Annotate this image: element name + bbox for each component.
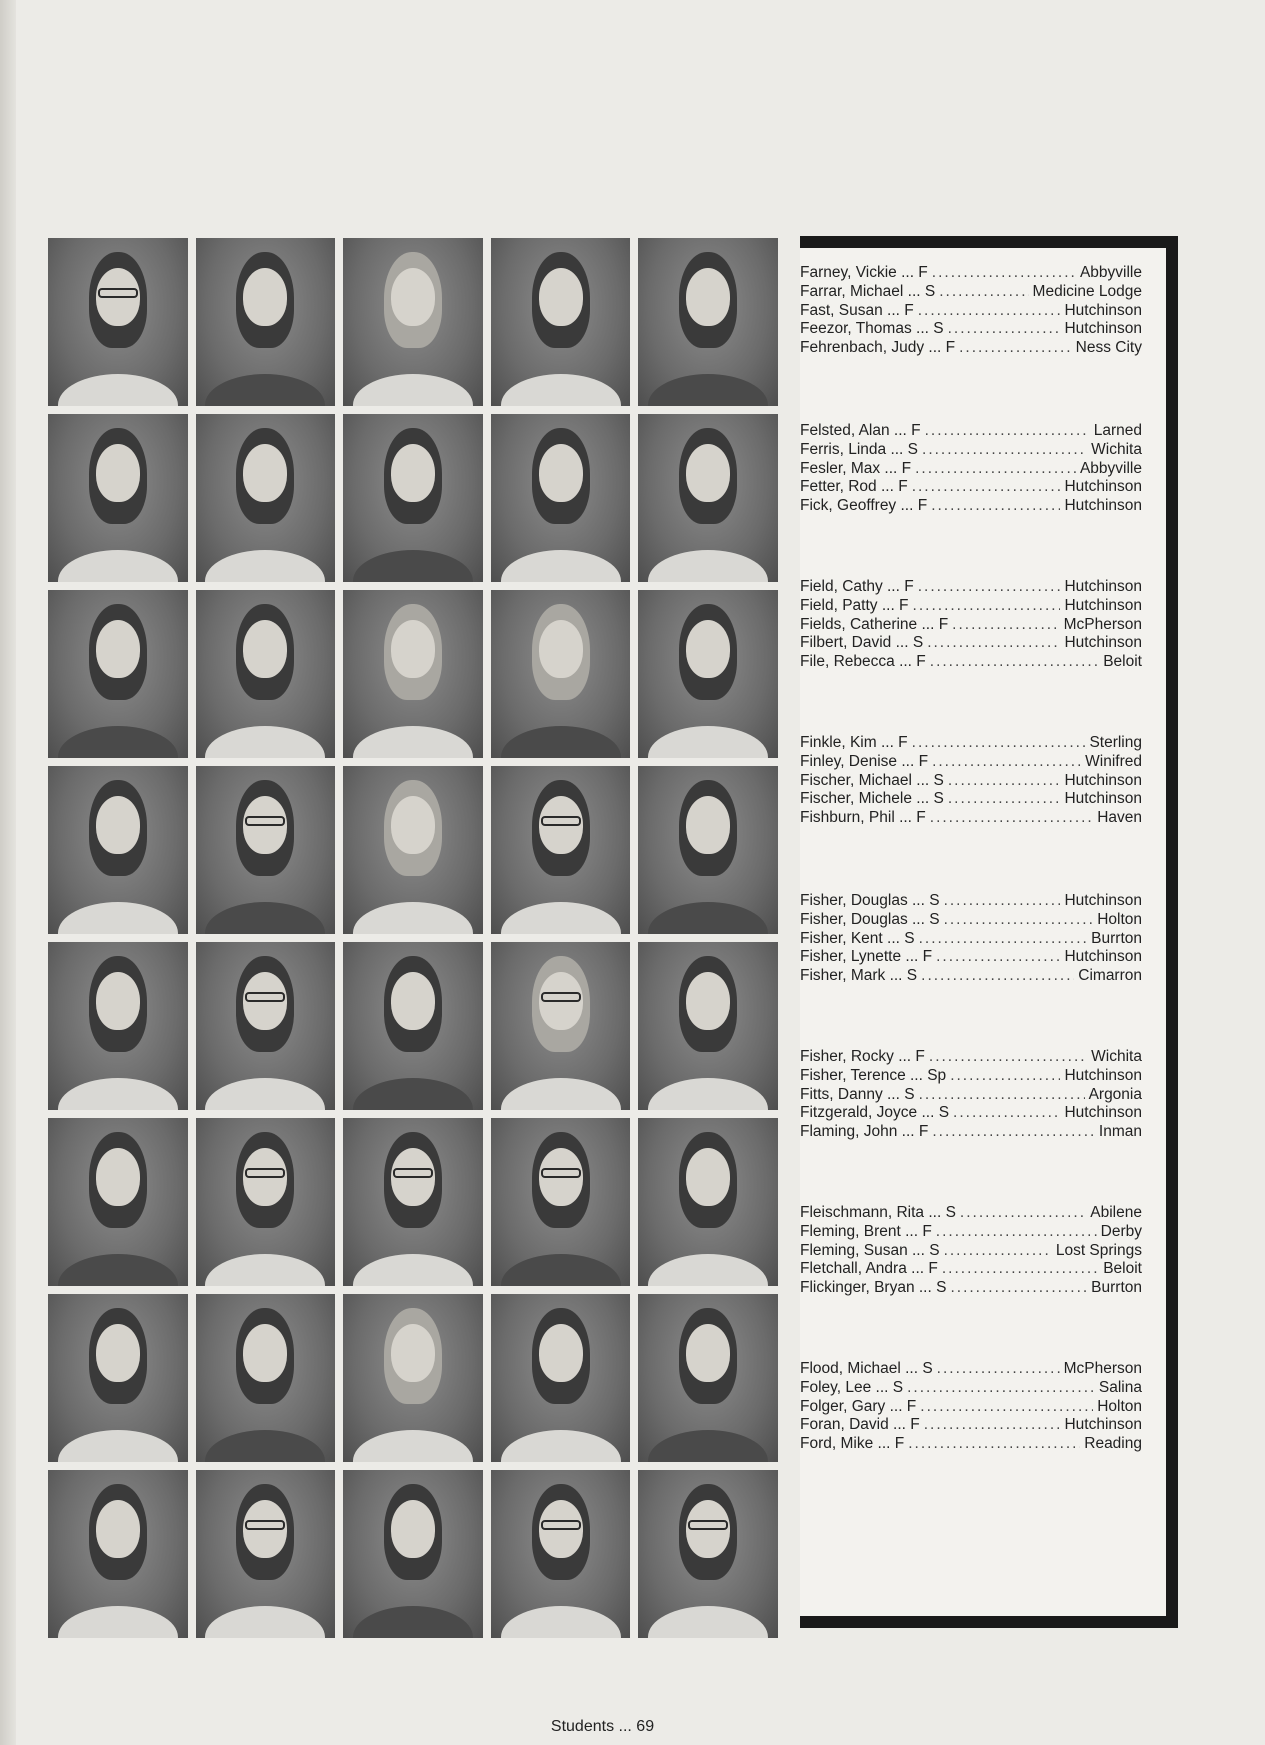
student-name-class: Fisher, Douglas ... S	[800, 910, 940, 928]
hometown: Abbyville	[1079, 459, 1142, 477]
student-portrait	[638, 1294, 778, 1462]
student-name-class: Folger, Gary ... F	[800, 1397, 917, 1415]
page-footer: Students ... 69	[550, 1718, 655, 1735]
list-item	[800, 320, 1142, 339]
student-portrait	[196, 1294, 336, 1462]
list-item	[800, 653, 1142, 672]
student-portrait	[638, 1470, 778, 1638]
student-name-class: Fetter, Rod ... F	[800, 478, 908, 496]
student-portrait	[196, 238, 336, 406]
student-name-class: Finkle, Kim ... F	[800, 734, 908, 751]
student-name-class: Fisher, Terence ... Sp	[800, 1066, 947, 1084]
student-name-class: Fleming, Susan ... S	[800, 1241, 940, 1259]
student-portrait	[491, 238, 631, 406]
student-name-class: Fesler, Max ... F	[800, 459, 912, 477]
dot-leader	[912, 734, 1086, 753]
list-item	[800, 578, 1142, 597]
hometown: Argonia	[1088, 1085, 1142, 1103]
student-name-class: Fleming, Brent ... F	[800, 1222, 932, 1240]
dot-leader	[942, 1260, 1099, 1279]
list-item	[800, 809, 1142, 828]
name-roster-panel	[800, 236, 1178, 1628]
dot-leader	[939, 283, 1028, 302]
student-portrait	[491, 1118, 631, 1286]
list-item	[800, 1398, 1142, 1417]
student-name-class: Flickinger, Bryan ... S	[800, 1279, 947, 1297]
student-name-class: Flood, Michael ... S	[800, 1360, 933, 1377]
student-portrait	[48, 1294, 188, 1462]
student-portrait	[343, 414, 483, 582]
student-portrait	[343, 1294, 483, 1462]
student-portrait	[343, 766, 483, 934]
list-item	[800, 302, 1142, 321]
student-portrait	[638, 766, 778, 934]
hometown: Hutchinson	[1064, 1104, 1142, 1122]
list-item	[800, 790, 1142, 809]
student-name-class: Fleischmann, Rita ... S	[800, 1204, 956, 1221]
student-name-class: Fitzgerald, Joyce ... S	[800, 1104, 950, 1122]
dot-leader	[944, 1242, 1052, 1261]
list-item	[800, 597, 1142, 616]
dot-leader	[948, 790, 1061, 809]
book-spine-shadow	[0, 0, 16, 1745]
hometown: Hutchinson	[1064, 948, 1142, 966]
hometown: Haven	[1097, 809, 1142, 827]
dot-leader	[932, 264, 1076, 283]
list-item	[800, 283, 1142, 302]
list-item	[800, 1435, 1142, 1454]
student-portrait	[196, 590, 336, 758]
hometown: Inman	[1098, 1123, 1142, 1141]
student-portrait	[48, 414, 188, 582]
student-name-class: Fitts, Danny ... S	[800, 1085, 915, 1103]
student-name-class: Ferris, Linda ... S	[800, 440, 919, 458]
hometown: Lost Springs	[1055, 1241, 1142, 1259]
student-portrait	[638, 1118, 778, 1286]
list-item	[800, 422, 1142, 441]
name-group	[800, 1048, 1142, 1142]
student-portrait	[343, 238, 483, 406]
list-item	[800, 892, 1142, 911]
hometown: Hutchinson	[1064, 1416, 1142, 1434]
list-item	[800, 1086, 1142, 1105]
name-group	[800, 892, 1142, 986]
hometown: Holton	[1097, 1397, 1142, 1415]
student-name-class: Fletchall, Andra ... F	[800, 1260, 938, 1278]
student-name-class: Fisher, Lynette ... F	[800, 948, 933, 966]
hometown: Sterling	[1089, 734, 1142, 751]
hometown: Hutchinson	[1064, 634, 1142, 652]
dot-leader	[922, 441, 1087, 460]
student-name-class: Fischer, Michele ... S	[800, 790, 944, 808]
list-item	[800, 1048, 1142, 1067]
student-name-class: Fast, Susan ... F	[800, 301, 914, 319]
student-portrait	[638, 590, 778, 758]
dot-leader	[915, 460, 1076, 479]
hometown: Ness City	[1075, 339, 1142, 357]
name-group	[800, 422, 1142, 516]
student-portrait	[343, 942, 483, 1110]
student-portrait	[48, 1118, 188, 1286]
hometown: Hutchinson	[1064, 771, 1142, 789]
list-item	[800, 1104, 1142, 1123]
list-item	[800, 1360, 1142, 1379]
student-name-class: Feezor, Thomas ... S	[800, 320, 944, 338]
dot-leader	[932, 1123, 1095, 1142]
dot-leader	[908, 1435, 1080, 1454]
student-name-class: Flaming, John ... F	[800, 1123, 929, 1141]
list-item	[800, 1416, 1142, 1435]
hometown: Hutchinson	[1064, 320, 1142, 338]
student-name-class: Fick, Geoffrey ... F	[800, 497, 928, 515]
student-name-class: Fields, Catherine ... F	[800, 615, 949, 633]
hometown: Abbyville	[1079, 264, 1142, 281]
hometown: Larned	[1093, 422, 1142, 439]
hometown: Derby	[1100, 1222, 1142, 1240]
student-name-class: Foley, Lee ... S	[800, 1378, 904, 1396]
list-item	[800, 734, 1142, 753]
student-portrait	[491, 1294, 631, 1462]
list-item	[800, 1123, 1142, 1142]
student-portrait	[491, 414, 631, 582]
student-name-class: Fishburn, Phil ... F	[800, 809, 926, 827]
list-item	[800, 1223, 1142, 1242]
list-item	[800, 930, 1142, 949]
student-portrait	[48, 238, 188, 406]
hometown: Beloit	[1103, 1260, 1142, 1278]
list-item	[800, 264, 1142, 283]
dot-leader	[950, 1067, 1060, 1086]
student-name-class: File, Rebecca ... F	[800, 653, 926, 671]
dot-leader	[919, 930, 1088, 949]
student-portrait	[48, 590, 188, 758]
hometown: Hutchinson	[1064, 790, 1142, 808]
student-name-class: Fisher, Mark ... S	[800, 967, 918, 985]
list-item	[800, 634, 1142, 653]
hometown: Wichita	[1091, 440, 1142, 458]
student-name-class: Field, Patty ... F	[800, 596, 909, 614]
list-item	[800, 1279, 1142, 1298]
hometown: Abilene	[1090, 1204, 1142, 1221]
name-group	[800, 264, 1142, 358]
student-portrait	[343, 1470, 483, 1638]
student-portrait	[196, 942, 336, 1110]
dot-leader	[936, 948, 1060, 967]
student-name-class: Ford, Mike ... F	[800, 1435, 905, 1453]
dot-leader	[907, 1379, 1095, 1398]
hometown: Hutchinson	[1064, 578, 1142, 595]
student-name-class: Fisher, Kent ... S	[800, 929, 915, 947]
name-group	[800, 734, 1142, 828]
dot-leader	[937, 1360, 1060, 1379]
student-portrait	[491, 1470, 631, 1638]
list-item	[800, 1260, 1142, 1279]
name-group	[800, 1204, 1142, 1298]
list-item	[800, 753, 1142, 772]
dot-leader	[918, 302, 1061, 321]
list-item	[800, 1067, 1142, 1086]
student-name-class: Farney, Vickie ... F	[800, 264, 928, 281]
dot-leader	[912, 478, 1061, 497]
hometown: Hutchinson	[1064, 478, 1142, 496]
list-item	[800, 1242, 1142, 1261]
dot-leader	[953, 1104, 1060, 1123]
hometown: Hutchinson	[1064, 301, 1142, 319]
dot-leader	[952, 616, 1059, 635]
hometown: Burrton	[1091, 1279, 1142, 1297]
list-item	[800, 911, 1142, 930]
student-name-class: Fisher, Rocky ... F	[800, 1048, 925, 1065]
student-portrait	[343, 590, 483, 758]
student-portrait	[48, 766, 188, 934]
list-item	[800, 460, 1142, 479]
student-portrait	[196, 766, 336, 934]
dot-leader	[924, 1416, 1061, 1435]
student-portrait	[48, 942, 188, 1110]
hometown: McPherson	[1063, 1360, 1142, 1377]
dot-leader	[927, 634, 1060, 653]
student-name-class: Finley, Denise ... F	[800, 752, 929, 770]
student-name-class: Fischer, Michael ... S	[800, 771, 944, 789]
dot-leader	[960, 1204, 1086, 1223]
dot-leader	[936, 1223, 1097, 1242]
dot-leader	[930, 653, 1099, 672]
list-item	[800, 1379, 1142, 1398]
list-item	[800, 497, 1142, 516]
student-portrait	[196, 1118, 336, 1286]
list-item	[800, 616, 1142, 635]
dot-leader	[913, 597, 1061, 616]
student-portrait	[638, 238, 778, 406]
hometown: Hutchinson	[1064, 497, 1142, 515]
student-name-class: Filbert, David ... S	[800, 634, 924, 652]
list-item	[800, 772, 1142, 791]
hometown: Holton	[1097, 910, 1142, 928]
dot-leader	[918, 578, 1061, 597]
hometown: Hutchinson	[1064, 892, 1142, 909]
dot-leader	[944, 892, 1061, 911]
student-portrait	[638, 414, 778, 582]
dot-leader	[948, 320, 1061, 339]
student-name-class: Fisher, Douglas ... S	[800, 892, 940, 909]
portrait-grid	[48, 238, 778, 1638]
dot-leader	[944, 911, 1094, 930]
hometown: Reading	[1084, 1435, 1142, 1453]
student-portrait	[343, 1118, 483, 1286]
hometown: Hutchinson	[1064, 1066, 1142, 1084]
student-name-class: Felsted, Alan ... F	[800, 422, 921, 439]
list-item	[800, 441, 1142, 460]
hometown: Beloit	[1103, 653, 1142, 671]
student-name-class: Foran, David ... F	[800, 1416, 920, 1434]
student-name-class: Field, Cathy ... F	[800, 578, 914, 595]
student-portrait	[491, 766, 631, 934]
student-portrait	[196, 1470, 336, 1638]
student-name-class: Farrar, Michael ... S	[800, 282, 936, 300]
dot-leader	[959, 339, 1072, 358]
student-name-class: Fehrenbach, Judy ... F	[800, 339, 956, 357]
student-portrait	[491, 590, 631, 758]
hometown: Salina	[1098, 1378, 1142, 1396]
list-item	[800, 967, 1142, 986]
name-group	[800, 1360, 1142, 1454]
dot-leader	[919, 1086, 1085, 1105]
list-item	[800, 478, 1142, 497]
student-portrait	[196, 414, 336, 582]
dot-leader	[948, 772, 1061, 791]
hometown: Burrton	[1091, 929, 1142, 947]
list-item	[800, 948, 1142, 967]
list-item	[800, 1204, 1142, 1223]
hometown: Winifred	[1085, 752, 1142, 770]
dot-leader	[921, 967, 1074, 986]
student-portrait	[638, 942, 778, 1110]
hometown: McPherson	[1063, 615, 1142, 633]
dot-leader	[950, 1279, 1087, 1298]
dot-leader	[929, 1048, 1087, 1067]
hometown: Wichita	[1091, 1048, 1142, 1065]
hometown: Cimarron	[1078, 967, 1142, 985]
dot-leader	[925, 422, 1090, 441]
list-item	[800, 339, 1142, 358]
dot-leader	[930, 809, 1093, 828]
hometown: Hutchinson	[1064, 596, 1142, 614]
student-portrait	[491, 942, 631, 1110]
name-group	[800, 578, 1142, 672]
student-portrait	[48, 1470, 188, 1638]
hometown: Medicine Lodge	[1032, 282, 1142, 300]
dot-leader	[931, 497, 1060, 516]
dot-leader	[932, 753, 1081, 772]
dot-leader	[920, 1398, 1093, 1417]
